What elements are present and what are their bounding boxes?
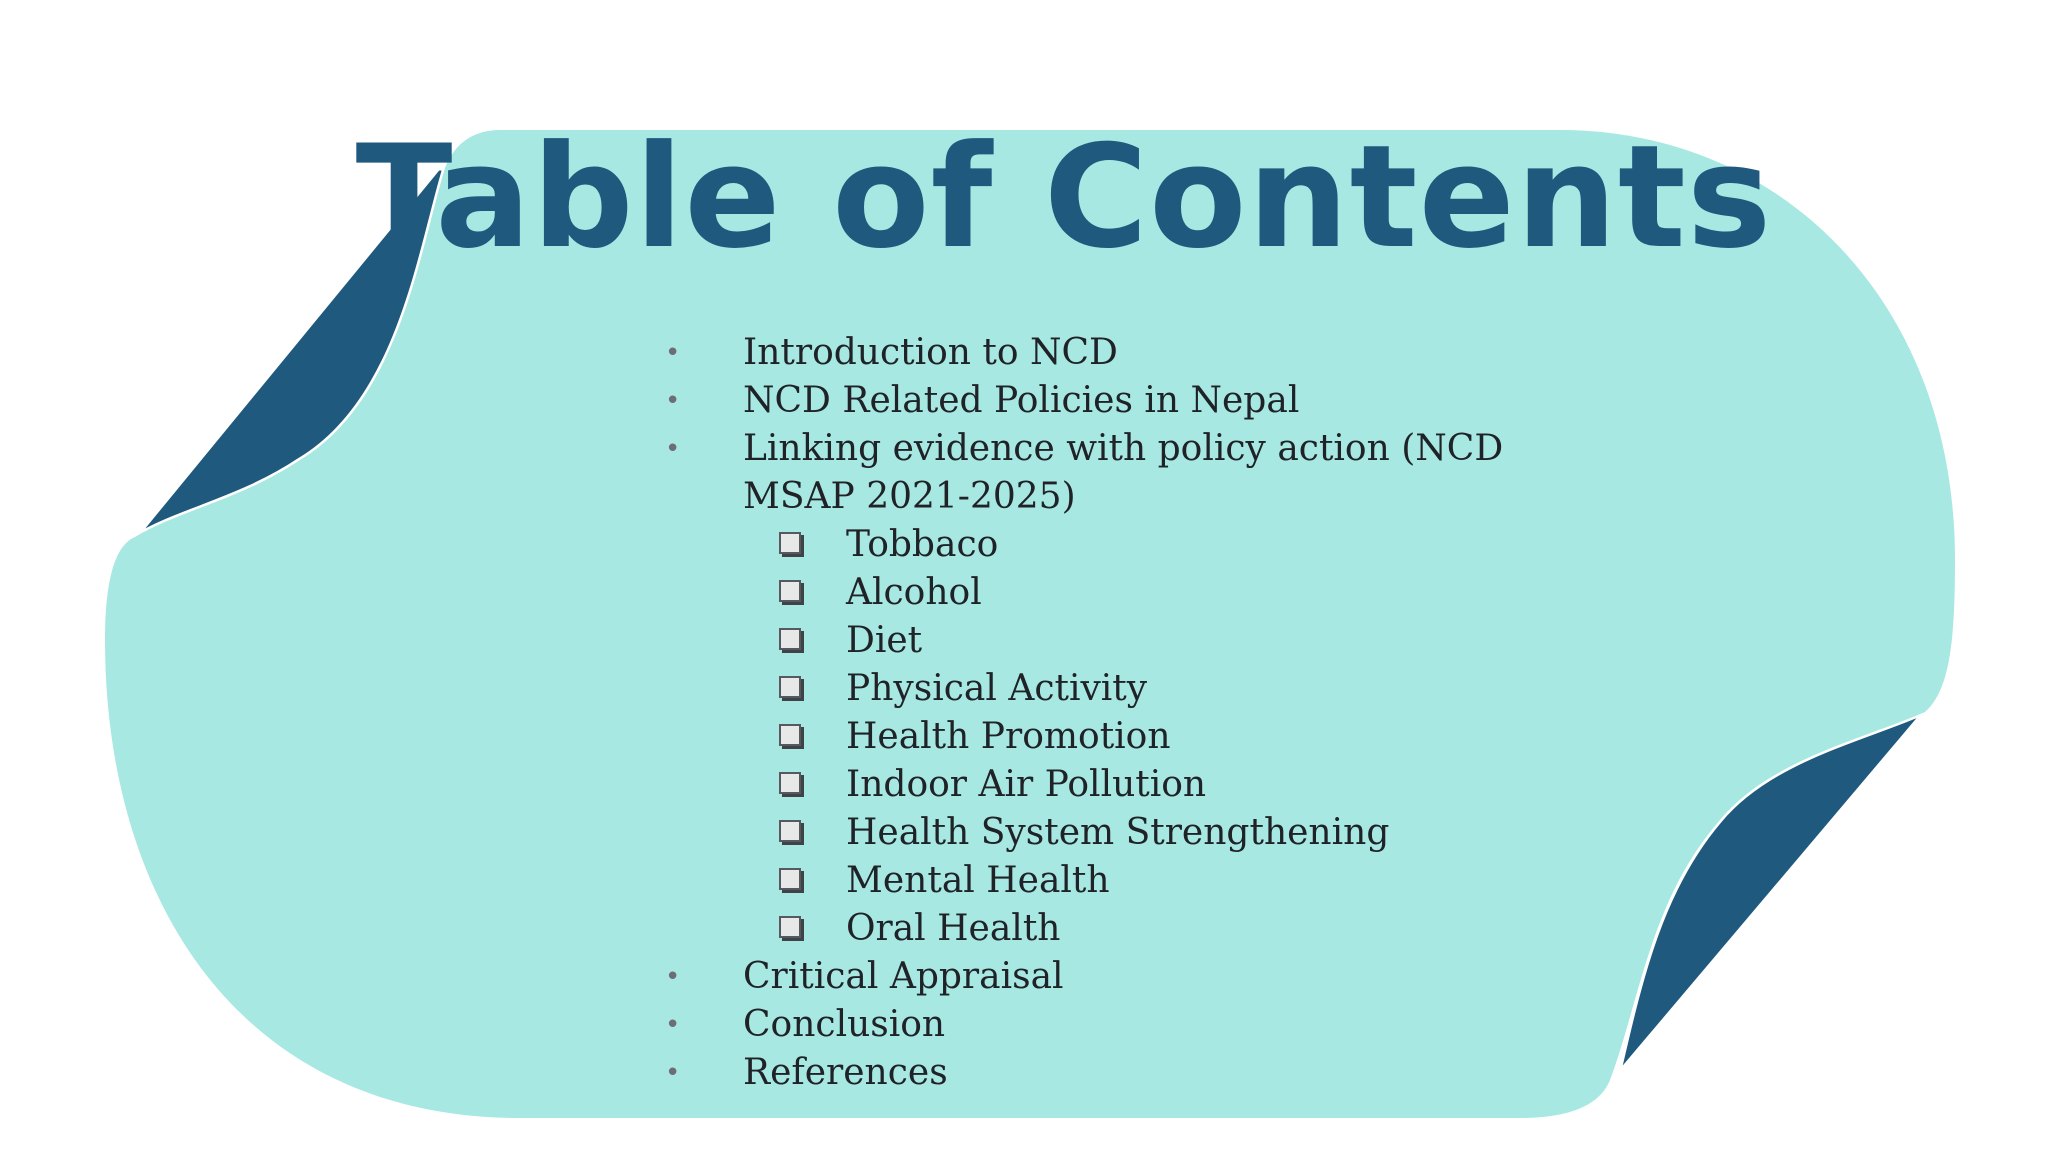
checkbox-icon [779,676,801,698]
toc-subitem-health-promotion: Health Promotion [846,716,1171,757]
page-title: Table of Contents [355,115,1773,280]
toc-item-critical-appraisal: Critical Appraisal [743,956,1064,997]
toc-item-references: References [743,1052,948,1093]
checkbox-icon [779,628,801,650]
toc-item-ncd-policies: NCD Related Policies in Nepal [743,380,1300,421]
checkbox-icon [779,580,801,602]
checkbox-icon [779,724,801,746]
checkbox-icon [779,532,801,554]
bullet-glyph: • [665,434,681,464]
toc-subitem-health-system: Health System Strengthening [846,812,1390,853]
checkbox-icon [779,772,801,794]
toc-subitem-oral-health: Oral Health [846,908,1061,949]
toc-subitem-alcohol: Alcohol [846,572,982,613]
checkbox-icon [779,868,801,890]
toc-item-linking-evidence-line2: MSAP 2021-2025) [743,476,1076,517]
bullet-glyph: • [665,386,681,416]
bullet-glyph: • [665,1010,681,1040]
checkbox-icon [779,916,801,938]
toc-subitem-indoor-air-pollution: Indoor Air Pollution [846,764,1207,805]
toc-item-introduction: Introduction to NCD [743,332,1118,373]
toc-subitem-physical-activity: Physical Activity [846,668,1148,709]
toc-item-conclusion: Conclusion [743,1004,946,1045]
bullet-glyph: • [665,962,681,992]
bullet-glyph: • [665,338,681,368]
toc-subitem-tobacco: Tobbaco [846,524,999,565]
toc-item-linking-evidence-line1: Linking evidence with policy action (NCD [743,428,1504,469]
toc-subitem-mental-health: Mental Health [846,860,1110,901]
bullet-glyph: • [665,1058,681,1088]
checkbox-icon [779,820,801,842]
toc-subitem-diet: Diet [846,620,923,661]
